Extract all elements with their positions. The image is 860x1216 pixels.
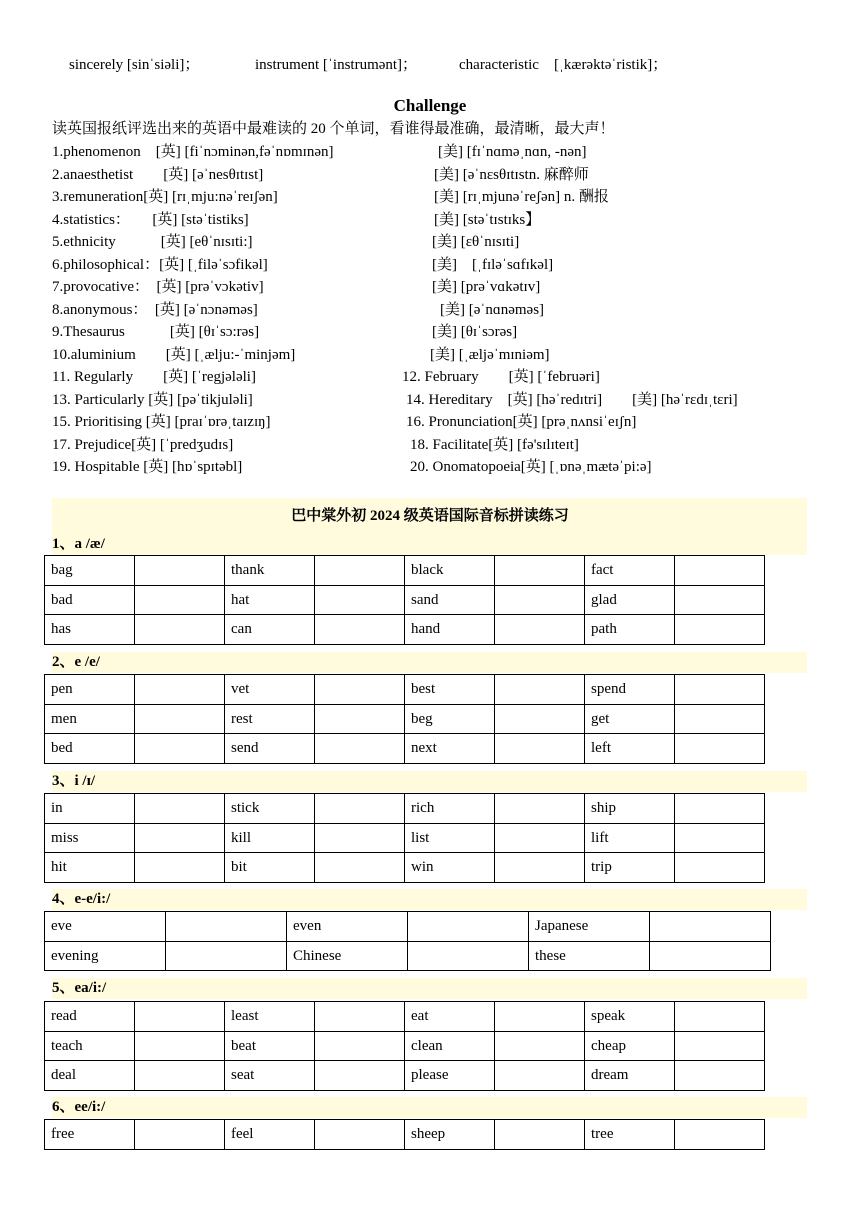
answer-cell[interactable]: [495, 853, 585, 883]
table-row: [45, 585, 765, 615]
word-cell: eve: [45, 912, 166, 942]
challenge-word-8: [美] [stəˈtɪstɪks】: [434, 211, 541, 228]
word-cell: send: [225, 734, 315, 764]
answer-cell[interactable]: [675, 794, 765, 824]
word-cell: stick: [225, 794, 315, 824]
top-word-3: characteristic [ˌkærəktəˈristik]；: [459, 57, 668, 73]
word-cell: evening: [45, 941, 166, 971]
word-cell: bag: [45, 556, 135, 586]
answer-cell[interactable]: [135, 675, 225, 705]
answer-cell[interactable]: [675, 704, 765, 734]
word-cell: speak: [585, 1002, 675, 1032]
table-row: [45, 1120, 765, 1150]
word-cell: rest: [225, 704, 315, 734]
answer-cell[interactable]: [135, 1002, 225, 1032]
top-word-1: sincerely [sinˈsiəli]；: [69, 57, 200, 73]
answer-cell[interactable]: [495, 1061, 585, 1091]
word-cell: fact: [585, 556, 675, 586]
answer-cell[interactable]: [315, 704, 405, 734]
challenge-word-6: [美] [rɪˌmjunəˈreʃən] n. 酬报: [434, 189, 609, 205]
word-cell: vet: [225, 675, 315, 705]
word-cell: left: [585, 734, 675, 764]
word-cell: beat: [225, 1031, 315, 1061]
answer-cell[interactable]: [315, 794, 405, 824]
answer-cell[interactable]: [135, 823, 225, 853]
challenge-intro: 读英国报纸评选出来的英语中最难读的 20 个单词，看谁得最准确，最清晰，最大声！: [52, 121, 615, 137]
answer-cell[interactable]: [675, 1002, 765, 1032]
challenge-word-1: 1.phenomenon [英] [fiˈnɔminən,fəˈnɒmɪnən]: [52, 144, 334, 160]
table-row: [45, 1002, 765, 1032]
table-row: [45, 1031, 765, 1061]
answer-cell[interactable]: [315, 1031, 405, 1061]
word-cell: least: [225, 1002, 315, 1032]
answer-cell[interactable]: [315, 585, 405, 615]
word-cell: dream: [585, 1061, 675, 1091]
practice-title: 巴中棠外初 2024 级英语国际音标拼读练习: [291, 508, 569, 524]
table-row: [45, 794, 765, 824]
section-label: 4、e-e/i:/: [52, 891, 111, 907]
answer-cell[interactable]: [650, 941, 771, 971]
answer-cell[interactable]: [315, 823, 405, 853]
answer-cell[interactable]: [495, 1031, 585, 1061]
table-row: [45, 853, 765, 883]
answer-cell[interactable]: [675, 1061, 765, 1091]
practice-table: [44, 793, 765, 883]
word-cell: teach: [45, 1031, 135, 1061]
table-row: [45, 556, 765, 586]
word-cell: seat: [225, 1061, 315, 1091]
word-cell: spend: [585, 675, 675, 705]
challenge-word-12: [美] [ˌfɪləˈsɑfɪkəl]: [432, 256, 554, 273]
answer-cell[interactable]: [675, 615, 765, 645]
section-label: 1、a /æ/: [52, 536, 105, 552]
word-cell: pen: [45, 675, 135, 705]
word-cell: ship: [585, 794, 675, 824]
answer-cell[interactable]: [675, 734, 765, 764]
word-cell: list: [405, 823, 495, 853]
answer-cell[interactable]: [315, 853, 405, 883]
answer-cell[interactable]: [166, 912, 287, 942]
challenge-word-16: [美] [əˈnɑnəməs]: [440, 301, 545, 318]
word-cell: bad: [45, 585, 135, 615]
word-cell: free: [45, 1120, 135, 1150]
word-cell: hat: [225, 585, 315, 615]
answer-cell[interactable]: [315, 1061, 405, 1091]
challenge-word-19: 10.aluminium [英] [ˌælju:-ˈminjəm]: [52, 346, 296, 363]
challenge-word-29: 19. Hospitable [英] [hɒˈspɪtəbl]: [52, 459, 243, 475]
section-header-band: [52, 652, 807, 673]
answer-cell[interactable]: [495, 704, 585, 734]
answer-cell[interactable]: [135, 704, 225, 734]
challenge-word-3: 2.anaesthetist [英] [əˈnesθɪtɪst]: [52, 166, 264, 183]
word-cell: tree: [585, 1120, 675, 1150]
challenge-word-20: [美] [ˌæljəˈmɪniəm]: [430, 346, 550, 363]
practice-table: [44, 555, 765, 645]
answer-cell[interactable]: [495, 675, 585, 705]
word-cell: even: [287, 912, 408, 942]
word-cell: these: [529, 941, 650, 971]
answer-cell[interactable]: [495, 556, 585, 586]
answer-cell[interactable]: [408, 912, 529, 942]
answer-cell[interactable]: [315, 1120, 405, 1150]
challenge-word-13: 7.provocative： [英] [prəˈvɔkətiv]: [52, 279, 264, 295]
word-cell: men: [45, 704, 135, 734]
word-cell: read: [45, 1002, 135, 1032]
challenge-word-15: 8.anonymous： [英] [əˈnɔnəməs]: [52, 301, 258, 318]
challenge-word-21: 11. Regularly [英] [ˈregjələli]: [52, 369, 256, 385]
answer-cell[interactable]: [166, 941, 287, 971]
practice-table: [44, 1001, 765, 1091]
answer-cell[interactable]: [135, 615, 225, 645]
word-cell: miss: [45, 823, 135, 853]
answer-cell[interactable]: [135, 734, 225, 764]
word-cell: glad: [585, 585, 675, 615]
answer-cell[interactable]: [675, 1031, 765, 1061]
word-cell: best: [405, 675, 495, 705]
challenge-word-10: [美] [ɛθˈnɪsɪti]: [432, 234, 520, 250]
word-cell: kill: [225, 823, 315, 853]
word-cell: win: [405, 853, 495, 883]
word-cell: Japanese: [529, 912, 650, 942]
word-cell: black: [405, 556, 495, 586]
answer-cell[interactable]: [495, 823, 585, 853]
answer-cell[interactable]: [135, 585, 225, 615]
challenge-word-9: 5.ethnicity [英] [eθˈnɪsɪti:]: [52, 234, 253, 250]
section-label: 6、ee/i:/: [52, 1099, 106, 1115]
answer-cell[interactable]: [135, 556, 225, 586]
table-row: [45, 675, 765, 705]
answer-cell[interactable]: [315, 1002, 405, 1032]
answer-cell[interactable]: [495, 1002, 585, 1032]
word-cell: hit: [45, 853, 135, 883]
answer-cell[interactable]: [495, 585, 585, 615]
answer-cell[interactable]: [495, 734, 585, 764]
word-cell: get: [585, 704, 675, 734]
section-header-band: [52, 1097, 807, 1118]
challenge-word-25: 15. Prioritising [英] [praɪˈɒrəˌtaɪzɪŋ]: [52, 414, 271, 430]
challenge-word-2: [美] [fɪˈnɑməˌnɑn, -nən]: [438, 144, 587, 160]
top-word-2: instrument [ˈinstrumənt]；: [255, 57, 418, 73]
word-cell: rich: [405, 794, 495, 824]
table-row: [45, 1061, 765, 1091]
answer-cell[interactable]: [315, 734, 405, 764]
word-cell: beg: [405, 704, 495, 734]
challenge-word-22: 12. February [英] [ˈfebruəri]: [402, 369, 600, 385]
challenge-word-26: 16. Pronunciation[英] [prəˌnʌnsiˈeɪʃn]: [406, 414, 637, 430]
word-cell: can: [225, 615, 315, 645]
section-header-band: [52, 534, 807, 555]
table-row: [45, 704, 765, 734]
word-cell: thank: [225, 556, 315, 586]
word-cell: hand: [405, 615, 495, 645]
word-cell: has: [45, 615, 135, 645]
challenge-word-4: [美] [əˈnɛsθɪtɪstn. 麻醉师: [434, 166, 589, 183]
section-header-band: [52, 978, 807, 999]
word-cell: trip: [585, 853, 675, 883]
challenge-word-14: [美] [prəˈvɑkətɪv]: [432, 279, 541, 295]
answer-cell[interactable]: [675, 823, 765, 853]
answer-cell[interactable]: [650, 912, 771, 942]
answer-cell[interactable]: [495, 1120, 585, 1150]
section-header-band: [52, 889, 807, 910]
word-cell: bed: [45, 734, 135, 764]
answer-cell[interactable]: [675, 1120, 765, 1150]
answer-cell[interactable]: [135, 794, 225, 824]
answer-cell[interactable]: [408, 941, 529, 971]
answer-cell[interactable]: [135, 853, 225, 883]
challenge-word-7: 4.statistics： [英] [stəˈtistiks]: [52, 211, 249, 228]
word-cell: in: [45, 794, 135, 824]
challenge-word-27: 17. Prejudice[英] [ˈpredʒudɪs]: [52, 436, 234, 453]
practice-table: [44, 1119, 765, 1150]
answer-cell[interactable]: [675, 585, 765, 615]
word-cell: sheep: [405, 1120, 495, 1150]
word-cell: clean: [405, 1031, 495, 1061]
word-cell: Chinese: [287, 941, 408, 971]
table-row: [45, 912, 771, 942]
answer-cell[interactable]: [135, 1031, 225, 1061]
challenge-word-17: 9.Thesaurus [英] [θɪˈsɔ:rəs]: [52, 324, 260, 340]
section-label: 2、e /e/: [52, 654, 100, 670]
table-row: [45, 615, 765, 645]
word-cell: please: [405, 1061, 495, 1091]
word-cell: feel: [225, 1120, 315, 1150]
section-label: 3、i /ɪ/: [52, 773, 96, 789]
word-cell: cheap: [585, 1031, 675, 1061]
table-row: [45, 941, 771, 971]
challenge-word-28: 18. Facilitate[英] [fə'sɪlɪteɪt]: [410, 436, 579, 453]
word-cell: path: [585, 615, 675, 645]
table-row: [45, 823, 765, 853]
challenge-word-11: 6.philosophical：[英] [ˌfiləˈsɔfikəl]: [52, 256, 268, 273]
challenge-word-30: 20. Onomatopoeia[英] [ˌɒnəˌmætəˈpi:ə]: [410, 459, 652, 475]
challenge-word-5: 3.remuneration[英] [rɪˌmju:nəˈreɪʃən]: [52, 189, 278, 205]
section-label: 5、ea/i:/: [52, 980, 107, 996]
table-row: [45, 734, 765, 764]
challenge-word-18: [美] [θɪˈsɔrəs]: [432, 324, 518, 340]
word-cell: next: [405, 734, 495, 764]
word-cell: lift: [585, 823, 675, 853]
answer-cell[interactable]: [135, 1120, 225, 1150]
word-cell: eat: [405, 1002, 495, 1032]
answer-cell[interactable]: [135, 1061, 225, 1091]
answer-cell[interactable]: [495, 794, 585, 824]
answer-cell[interactable]: [675, 675, 765, 705]
answer-cell[interactable]: [495, 615, 585, 645]
challenge-word-24: 14. Hereditary [英] [həˈredɪtri] [美] [həˈrɛdɪˌtɛri]: [406, 391, 738, 408]
practice-table: [44, 674, 765, 764]
word-cell: sand: [405, 585, 495, 615]
answer-cell[interactable]: [315, 675, 405, 705]
word-cell: deal: [45, 1061, 135, 1091]
answer-cell[interactable]: [675, 556, 765, 586]
challenge-word-23: 13. Particularly [英] [pəˈtikjuləli]: [52, 391, 253, 408]
answer-cell[interactable]: [675, 853, 765, 883]
challenge-title: Challenge: [393, 96, 467, 115]
answer-cell[interactable]: [315, 556, 405, 586]
section-header-band: [52, 771, 807, 792]
answer-cell[interactable]: [315, 615, 405, 645]
word-cell: bit: [225, 853, 315, 883]
practice-table: [44, 911, 771, 971]
